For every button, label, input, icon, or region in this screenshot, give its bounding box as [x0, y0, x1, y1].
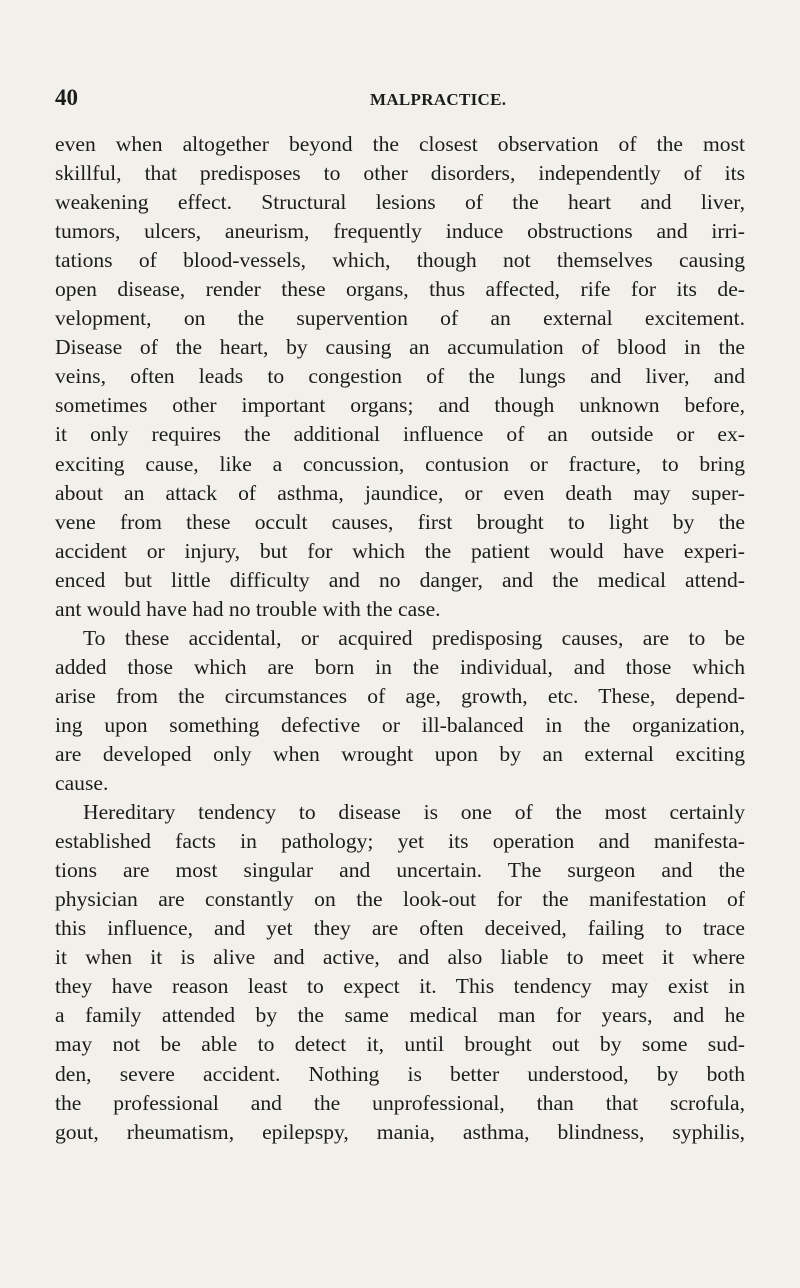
text-line: even when altogether beyond the closest observation of the most — [55, 132, 745, 156]
paragraph — [55, 798, 745, 1147]
text-line: veins, often leads to congestion of the lungs and liver, and — [55, 364, 745, 389]
text-line: velopment, on the supervention of an external excitement. — [55, 306, 745, 331]
text-line: To these accidental, or acquired predisposing causes, are to be — [83, 625, 745, 650]
text-line: Disease of the heart, by causing an accumulation of blood in the — [55, 335, 745, 360]
paragraph — [55, 624, 745, 798]
text-line: ing upon something defective or ill-balanced in the organization, — [55, 712, 745, 737]
text-line: open disease, render these organs, thus affected, rife for its de- — [55, 277, 745, 302]
text-line: skillful, that predisposes to other disorders, independently of its — [55, 161, 745, 186]
text-line: it when it is alive and active, and also liable to meet it where — [55, 945, 745, 970]
text-line: about an attack of asthma, jaundice, or even death may super- — [55, 480, 745, 505]
text-line: accident or injury, but for which the patient would have experi- — [55, 538, 745, 563]
text-line: gout, rheumatism, epilepspy, mania, asthma, blindness, syphilis, — [55, 1119, 745, 1144]
text-line: ant would have had no trouble with the case. — [55, 596, 441, 621]
text-line: are developed only when wrought upon by an external exciting — [55, 741, 745, 766]
paragraph — [55, 130, 745, 624]
text-line: exciting cause, like a concussion, contusion or fracture, to bring — [55, 451, 745, 476]
page-header — [55, 85, 745, 109]
text-line: vene from these occult causes, first brought to light by the — [55, 509, 745, 534]
text-line: may not be able to detect it, until brought out by some sud- — [55, 1032, 745, 1057]
text-line: sometimes other important organs; and though unknown before, — [55, 393, 745, 418]
body-text — [55, 130, 745, 1147]
text-line: this influence, and yet they are often deceived, failing to trace — [55, 916, 745, 941]
text-line: tions are most singular and uncertain. The surgeon and the — [55, 858, 745, 883]
text-line: den, severe accident. Nothing is better understood, by both — [55, 1061, 745, 1086]
text-line: physician are constantly on the look-out for the manifestation of — [55, 887, 745, 912]
text-line: it only requires the additional influence of an outside or ex- — [55, 422, 745, 447]
text-line: tations of blood-vessels, which, though not themselves causing — [55, 248, 745, 273]
page-number: 40 — [55, 85, 78, 110]
text-line: arise from the circumstances of age, growth, etc. These, depend- — [55, 683, 745, 708]
running-title: MALPRACTICE. — [370, 90, 507, 109]
text-line: the professional and the unprofessional, than that scrofula, — [55, 1090, 745, 1115]
text-line: tumors, ulcers, aneurism, frequently induce obstructions and irri- — [55, 219, 745, 244]
text-line: a family attended by the same medical man for years, and he — [55, 1003, 745, 1028]
text-line: cause. — [55, 771, 109, 796]
text-line: they have reason least to expect it. This tendency may exist in — [55, 974, 745, 999]
text-line: added those which are born in the individual, and those which — [55, 654, 745, 679]
text-line: established facts in pathology; yet its operation and manifesta- — [55, 829, 745, 854]
text-line: enced but little difficulty and no danger, and the medical attend- — [55, 567, 745, 592]
text-line: Hereditary tendency to disease is one of the most certainly — [83, 800, 745, 825]
text-line: weakening effect. Structural lesions of the heart and liver, — [55, 190, 745, 215]
